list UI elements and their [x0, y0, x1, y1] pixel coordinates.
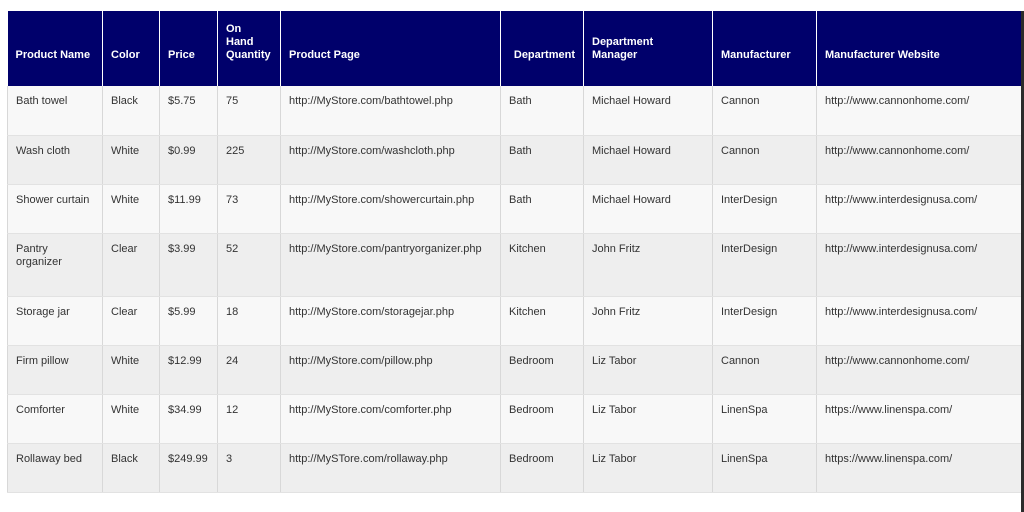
cell-color[interactable]: White: [103, 394, 160, 443]
header-department-manager[interactable]: Department Manager: [584, 11, 713, 86]
cell-quantity[interactable]: 3: [218, 443, 281, 492]
table-row: [8, 443, 1022, 492]
cell-price[interactable]: $0.99: [160, 135, 218, 184]
table-row: [8, 394, 1022, 443]
cell-department[interactable]: Bedroom: [501, 394, 584, 443]
cell-department[interactable]: Bedroom: [501, 345, 584, 394]
cell-manufacturer[interactable]: Cannon: [713, 345, 817, 394]
table-row: [8, 86, 1022, 135]
cell-color[interactable]: White: [103, 345, 160, 394]
cell-product-page[interactable]: http://MyStore.com/bathtowel.php: [281, 86, 501, 135]
header-row: [8, 11, 1022, 86]
cell-department-manager[interactable]: John Fritz: [584, 296, 713, 345]
cell-quantity[interactable]: 52: [218, 233, 281, 296]
header-product-name[interactable]: Product Name: [8, 11, 103, 86]
cell-price[interactable]: $34.99: [160, 394, 218, 443]
cell-color[interactable]: Black: [103, 443, 160, 492]
cell-manufacturer[interactable]: InterDesign: [713, 184, 817, 233]
cell-department[interactable]: Kitchen: [501, 233, 584, 296]
cell-quantity[interactable]: 18: [218, 296, 281, 345]
cell-manufacturer-website[interactable]: http://www.interdesignusa.com/: [817, 233, 1022, 296]
table-row: [8, 135, 1022, 184]
table-row: [8, 345, 1022, 394]
cell-price[interactable]: $5.75: [160, 86, 218, 135]
cell-manufacturer-website[interactable]: http://www.cannonhome.com/: [817, 345, 1022, 394]
cell-color[interactable]: Black: [103, 86, 160, 135]
cell-price[interactable]: $11.99: [160, 184, 218, 233]
cell-quantity[interactable]: 73: [218, 184, 281, 233]
cell-product-page[interactable]: http://MyStore.com/washcloth.php: [281, 135, 501, 184]
cell-department-manager[interactable]: John Fritz: [584, 233, 713, 296]
cell-product-name[interactable]: Firm pillow: [8, 345, 103, 394]
header-price[interactable]: Price: [160, 11, 218, 86]
cell-department[interactable]: Bath: [501, 184, 584, 233]
header-on-hand-quantity[interactable]: On Hand Quantity: [218, 11, 281, 86]
cell-product-page[interactable]: http://MyStore.com/storagejar.php: [281, 296, 501, 345]
cell-manufacturer-website[interactable]: https://www.linenspa.com/: [817, 394, 1022, 443]
cell-quantity[interactable]: 225: [218, 135, 281, 184]
cell-department-manager[interactable]: Liz Tabor: [584, 394, 713, 443]
cell-manufacturer[interactable]: LinenSpa: [713, 443, 817, 492]
cell-manufacturer-website[interactable]: http://www.interdesignusa.com/: [817, 296, 1022, 345]
cell-product-page[interactable]: http://MyStore.com/pillow.php: [281, 345, 501, 394]
cell-product-name[interactable]: Bath towel: [8, 86, 103, 135]
cell-manufacturer-website[interactable]: http://www.cannonhome.com/: [817, 86, 1022, 135]
cell-product-name[interactable]: Storage jar: [8, 296, 103, 345]
cell-department-manager[interactable]: Liz Tabor: [584, 345, 713, 394]
cell-quantity[interactable]: 12: [218, 394, 281, 443]
header-manufacturer[interactable]: Manufacturer: [713, 11, 817, 86]
header-color[interactable]: Color: [103, 11, 160, 86]
cell-price[interactable]: $3.99: [160, 233, 218, 296]
cell-department-manager[interactable]: Michael Howard: [584, 86, 713, 135]
table-row: [8, 233, 1022, 296]
cell-manufacturer[interactable]: Cannon: [713, 135, 817, 184]
cell-manufacturer[interactable]: InterDesign: [713, 296, 817, 345]
cell-department[interactable]: Bath: [501, 86, 584, 135]
cell-product-name[interactable]: Rollaway bed: [8, 443, 103, 492]
cell-quantity[interactable]: 24: [218, 345, 281, 394]
cell-manufacturer[interactable]: InterDesign: [713, 233, 817, 296]
product-table: [7, 11, 1022, 493]
cell-product-name[interactable]: Shower curtain: [8, 184, 103, 233]
cell-price[interactable]: $5.99: [160, 296, 218, 345]
cell-product-page[interactable]: http://MyStore.com/showercurtain.php: [281, 184, 501, 233]
cell-quantity[interactable]: 75: [218, 86, 281, 135]
cell-department[interactable]: Kitchen: [501, 296, 584, 345]
cell-department[interactable]: Bedroom: [501, 443, 584, 492]
cell-color[interactable]: Clear: [103, 296, 160, 345]
cell-department-manager[interactable]: Liz Tabor: [584, 443, 713, 492]
cell-department[interactable]: Bath: [501, 135, 584, 184]
cell-price[interactable]: $249.99: [160, 443, 218, 492]
cell-color[interactable]: Clear: [103, 233, 160, 296]
table-row: [8, 296, 1022, 345]
cell-department-manager[interactable]: Michael Howard: [584, 135, 713, 184]
header-department[interactable]: Department: [501, 11, 584, 86]
cell-price[interactable]: $12.99: [160, 345, 218, 394]
cell-product-page[interactable]: http://MyStore.com/comforter.php: [281, 394, 501, 443]
cell-manufacturer-website[interactable]: http://www.cannonhome.com/: [817, 135, 1022, 184]
cell-product-name[interactable]: Wash cloth: [8, 135, 103, 184]
cell-manufacturer-website[interactable]: https://www.linenspa.com/: [817, 443, 1022, 492]
header-manufacturer-website[interactable]: Manufacturer Website: [817, 11, 1022, 86]
header-product-page[interactable]: Product Page: [281, 11, 501, 86]
cell-manufacturer-website[interactable]: http://www.interdesignusa.com/: [817, 184, 1022, 233]
cell-product-name[interactable]: Pantry organizer: [8, 233, 103, 296]
cell-manufacturer[interactable]: LinenSpa: [713, 394, 817, 443]
table-row: [8, 184, 1022, 233]
cell-product-page[interactable]: http://MyStore.com/pantryorganizer.php: [281, 233, 501, 296]
cell-product-name[interactable]: Comforter: [8, 394, 103, 443]
cell-color[interactable]: White: [103, 135, 160, 184]
cell-product-page[interactable]: http://MySTore.com/rollaway.php: [281, 443, 501, 492]
cell-manufacturer[interactable]: Cannon: [713, 86, 817, 135]
cell-color[interactable]: White: [103, 184, 160, 233]
cell-department-manager[interactable]: Michael Howard: [584, 184, 713, 233]
